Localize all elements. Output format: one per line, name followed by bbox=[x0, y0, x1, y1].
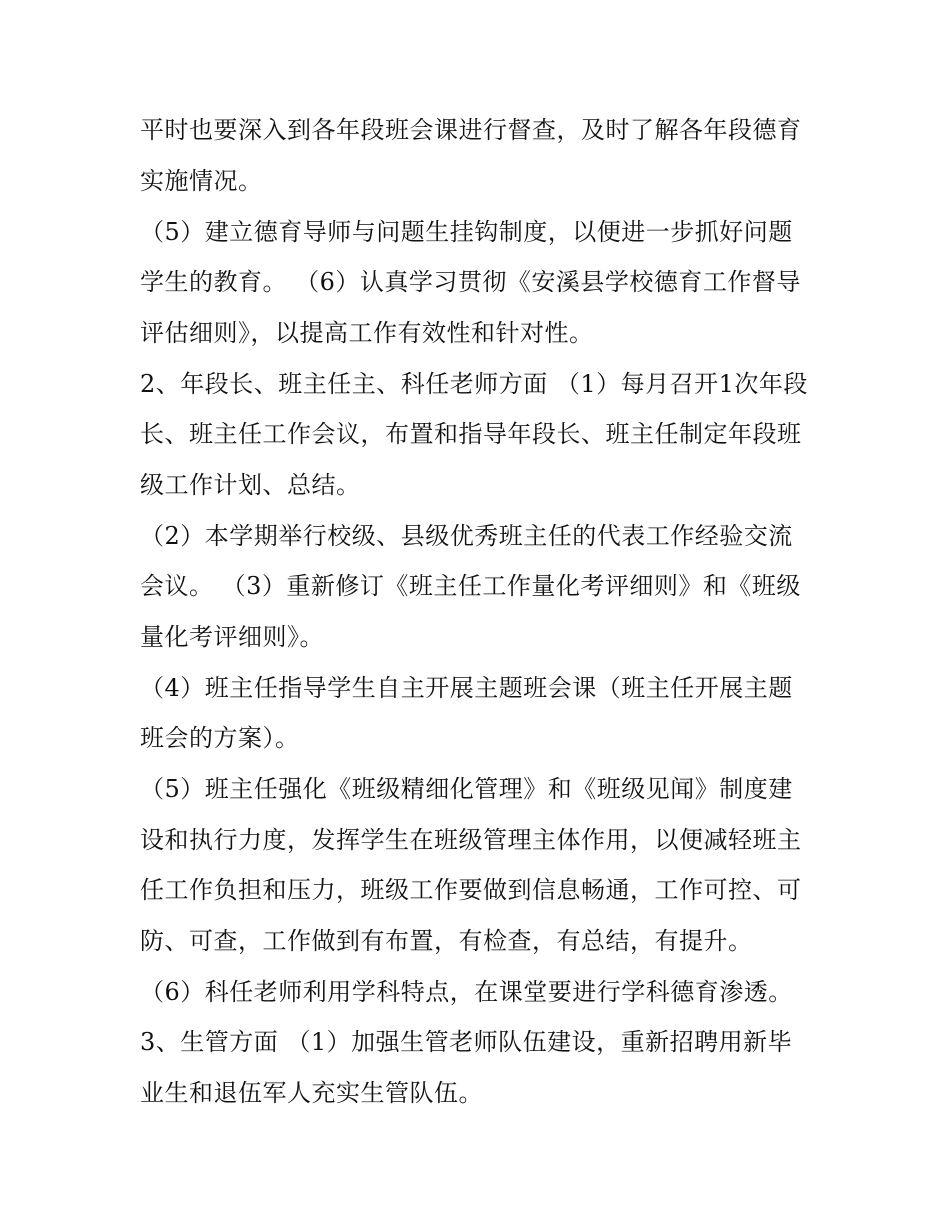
text-line: 班会的方案）。 bbox=[140, 724, 300, 752]
text-line: （2）本学期举行校级、县级优秀班主任的代表工作经验交流 bbox=[140, 522, 793, 550]
text-line: 级工作计划、总结。 bbox=[140, 471, 361, 499]
text-line: 量化考评细则》。 bbox=[140, 623, 324, 651]
text-line: （5）班主任强化《班级精细化管理》和《班级见闻》制度建 bbox=[140, 775, 793, 803]
text-line: 平时也要深入到各年段班会课进行督查，及时了解各年段德育 bbox=[140, 116, 802, 144]
text-line: 设和执行力度，发挥学生在班级管理主体作用，以便减轻班主 bbox=[140, 826, 802, 854]
text-line: 评估细则》，以提高工作有效性和针对性。 bbox=[140, 319, 594, 347]
text-line: 学生的教育。 （6）认真学习贯彻《安溪县学校德育工作督导 bbox=[140, 268, 801, 296]
text-line: 2、年段长、班主任主、科任老师方面 （1）每月召开1次年段 bbox=[140, 370, 808, 398]
text-line: （5）建立德育导师与问题生挂钩制度，以便进一步抓好问题 bbox=[140, 218, 793, 246]
text-line: 防、可查，工作做到有布置，有检查，有总结，有提升。 bbox=[140, 927, 753, 955]
text-line: 3、生管方面 （1）加强生管老师队伍建设，重新招聘用新毕 bbox=[140, 1028, 793, 1056]
text-line: 实施情况。 bbox=[140, 167, 263, 195]
text-line: 长、班主任工作会议，布置和指导年段长、班主任制定年段班 bbox=[140, 420, 802, 448]
text-line: 任工作负担和压力，班级工作要做到信息畅通，工作可控、可 bbox=[140, 876, 802, 904]
text-line: 会议。 （3）重新修订《班主任工作量化考评细则》和《班级 bbox=[140, 572, 801, 600]
text-line: （6）科任老师利用学科特点，在课堂要进行学科德育渗透。 bbox=[140, 978, 793, 1006]
text-line: 业生和退伍军人充实生管队伍。 bbox=[140, 1079, 483, 1107]
text-line: （4）班主任指导学生自主开展主题班会课（班主任开展主题 bbox=[140, 674, 793, 702]
